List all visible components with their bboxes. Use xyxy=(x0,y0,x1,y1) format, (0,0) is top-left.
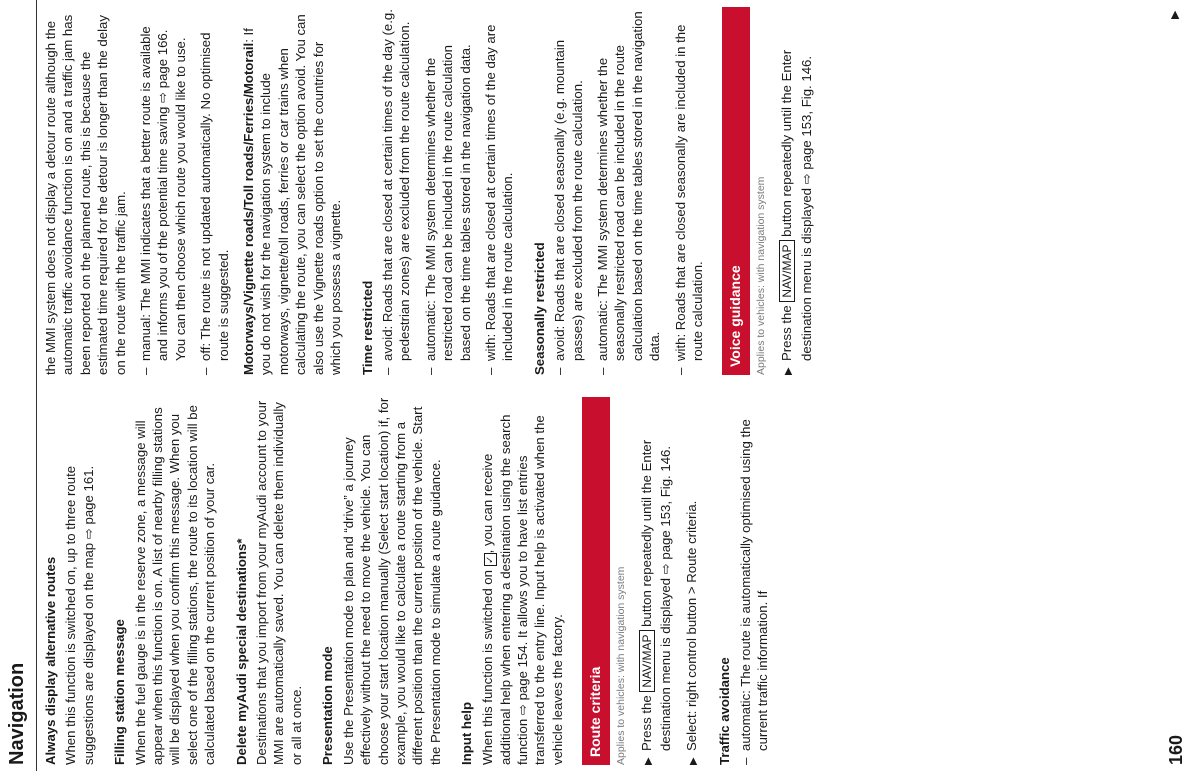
applies-note-voice-guidance: Applies to vehicles: with navigation system xyxy=(754,176,767,375)
section-title: Navigation xyxy=(6,662,28,765)
page-header xyxy=(0,0,37,771)
heading-always-display-alternative-routes: Always display alternative routes xyxy=(43,556,58,765)
list-item-text: avoid: Roads that are closed at certain times of the day (e.g. pedestrian zones) are excluded from the route calculation. xyxy=(379,9,413,361)
list-item-season-with: –with: Roads that are closed seasonally are included in the route calculation. xyxy=(672,24,705,375)
heading-time-restricted: Time restricted xyxy=(359,280,375,375)
continue-arrow-icon: ▶ xyxy=(1169,10,1181,19)
checkbox-checked-icon: ✓ xyxy=(484,553,497,566)
list-item-season-avoid: –avoid: Roads that are closed seasonally (e.g. mountain passes) are excluded from the route calculation. xyxy=(552,39,585,375)
list-item-traffic-off: –off: The route is not updated automatically. No optimised route is suggested. xyxy=(198,32,231,375)
step-text-end: button repeatedly until the Enter destination menu is displayed ⇨ page 153, Fig. 146. xyxy=(779,49,814,361)
list-item-text: with: Roads that are closed at certain times of the day are included in the route calculation. xyxy=(482,24,516,361)
paragraph-traffic-continued: the MMI system does not display a detour route although the automatic traffic avoidance function is on and a traffic jam has been reported on the planned route, this is because the estimated time required for the detour is longer than the delay on the route with the traffic jam. xyxy=(43,14,128,375)
list-item-text: manual: The MMI indicates that a better route is available and informs you of the potential time saving ⇨ page 166. You can then choose which route you would like to use. xyxy=(138,26,188,361)
heading-motorways: Motorways/Vignette roads/Toll roads/Ferries/Motorail xyxy=(241,42,257,375)
list-item-text: avoid: Roads that are closed seasonally (e.g. mountain passes) are excluded from the route calculation. xyxy=(552,39,585,361)
heading-presentation-mode: Presentation mode xyxy=(320,646,336,765)
heading-filling-station-message: Filling station message xyxy=(112,619,128,765)
list-item-time-automatic: –automatic: The MMI system determines whether the restricted road can be included in the route calculation based on the time tables stored in the navigation data. xyxy=(422,44,473,375)
step-text: Select: right control button > Route criteria. xyxy=(683,500,699,751)
list-item-text: with: Roads that are closed seasonally are included in the route calculation. xyxy=(672,24,705,361)
paragraph-filling-station-message: When the fuel gauge is in the reserve zone, a message will appear when this function is on. A list of nearby filling stations will be displayed when you confirm this message. When you select one of the filling stations, the route to its location will be calculated based on the current position of your car. xyxy=(132,405,218,765)
step-press-nav-map-voice xyxy=(778,7,815,375)
applies-note-route-criteria: Applies to vehicles: with navigation system xyxy=(614,566,627,765)
list-item-time-with: –with: Roads that are closed at certain times of the day are included in the route calculation. xyxy=(482,24,516,375)
list-item-text: off: The route is not updated automatically. No optimised route is suggested. xyxy=(198,32,231,361)
step-arrow-icon: ▶ xyxy=(642,757,654,765)
heading-seasonally-restricted: Seasonally restricted xyxy=(531,242,547,375)
motorways-text: : If you do not wish for the navigation system to include motorways, vignette/toll roads, ferries or car trains when calculating the route, you can select the option avoid. You can also use the Vignette roads option to set the countries for which you possess a vignette. xyxy=(241,14,344,375)
list-item-traffic-manual: –manual: The MMI indicates that a better route is available and informs you of the potential time saving ⇨ page 166. You can then choose which route you would like to use. xyxy=(138,26,188,375)
step-arrow-icon: ▶ xyxy=(783,367,795,375)
heading-delete-myaudi-destinations: Delete myAudi special destinations* xyxy=(233,538,249,765)
heading-traffic-avoidance: Traffic avoidance xyxy=(717,657,733,765)
list-item-traffic-automatic: –automatic: The route is automatically optimised using the current traffic information. If xyxy=(737,419,770,765)
right-column xyxy=(42,7,823,375)
paragraph-presentation-mode: Use the Presentation mode to plan and “drive” a journey effectively without the need to move the vehicle. You can choose your start location manually (Select start location) if, for example, you would like to calculate a route starting from a different position than the current position of the vehicle. Start the Presentation mode to simulate a route guidance. xyxy=(340,397,443,765)
paragraph-input-help xyxy=(479,397,567,765)
input-help-text-end: , you can receive additional help when entering a destination using the search function ⇨ page 154. It allows you to have list entries transferred to the entry line. Input help is activated when the vehicle leaves the factory. xyxy=(479,414,565,765)
paragraph-motorways xyxy=(240,7,344,375)
step-text-end: button repeatedly until the Enter destination menu is displayed ⇨ page 153, Fig. 146. xyxy=(638,439,674,751)
nav-map-key: NAV/MAP xyxy=(639,630,655,691)
nav-map-key: NAV/MAP xyxy=(779,240,795,301)
page-number: 160 xyxy=(1166,734,1186,765)
input-help-text-start: When this function is switched on xyxy=(479,570,495,765)
left-column xyxy=(42,397,779,765)
heading-input-help: Input help xyxy=(459,702,475,765)
list-item-time-avoid: –avoid: Roads that are closed at certain times of the day (e.g. pedestrian zones) are excluded from the route calculation. xyxy=(379,9,413,375)
section-band-route-criteria: Route criteria xyxy=(582,397,609,765)
list-item-text: automatic: The MMI system determines whether the restricted road can be included in the route calculation based on the time tables stored in the navigation data. xyxy=(422,44,473,361)
paragraph-delete-myaudi-destinations: Destinations that you import from your myAudi account to your MMI are automatically saved. You can delete them individually or all at once. xyxy=(254,400,304,765)
step-select-route-criteria xyxy=(683,397,702,765)
step-arrow-icon: ▶ xyxy=(687,757,699,765)
list-item-text: automatic: The MMI system determines whether the seasonally restricted road can be included in the route calculation based on the time tables stored in the navigation data. xyxy=(594,11,663,361)
section-band-voice-guidance: Voice guidance xyxy=(722,7,749,375)
step-text-start: Press the xyxy=(779,305,795,361)
step-press-nav-map xyxy=(638,397,675,765)
paragraph-alternative-routes: When this function is switched on, up to three route suggestions are displayed on the map ⇨ page 161. xyxy=(63,465,96,765)
list-item-season-automatic: –automatic: The MMI system determines whether the seasonally restricted road can be included in the route calculation based on the time tables stored in the navigation data. xyxy=(594,11,663,375)
step-text-start: Press the xyxy=(638,695,654,751)
list-item-text: automatic: The route is automatically optimised using the current traffic information. If xyxy=(737,419,770,751)
